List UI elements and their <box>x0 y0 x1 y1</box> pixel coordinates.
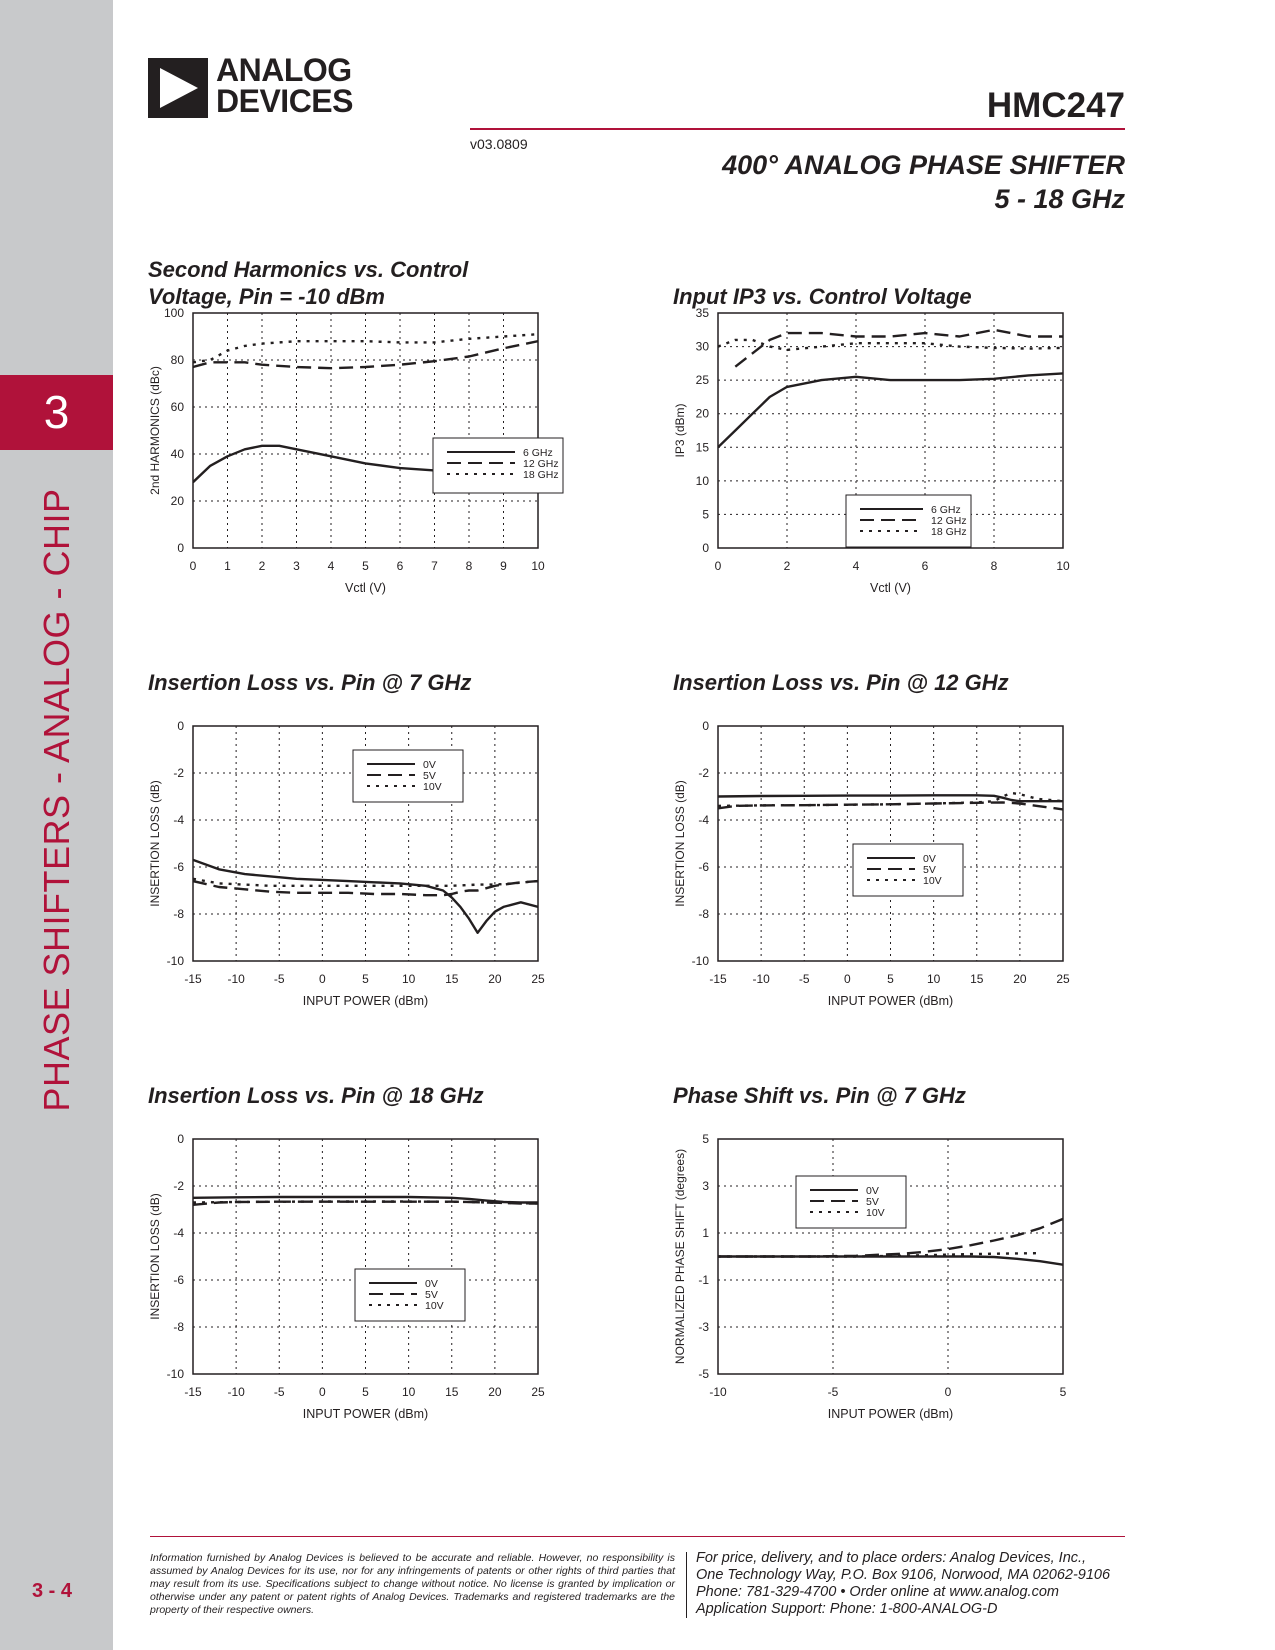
y-tick-label: 25 <box>695 373 709 388</box>
chart-title-line-1: Phase Shift vs. Pin @ 7 GHz <box>673 1083 966 1108</box>
y-tick-label: -2 <box>698 766 709 780</box>
x-tick-label: 4 <box>327 559 335 573</box>
legend-label: 0V <box>425 1278 438 1290</box>
y-tick-label: -2 <box>173 1179 184 1193</box>
x-tick-label: 20 <box>488 1385 502 1399</box>
x-tick-label: 0 <box>714 559 722 573</box>
x-tick-label: 9 <box>500 559 507 573</box>
x-tick-label: 15 <box>445 972 459 986</box>
y-tick-label: -5 <box>698 1367 709 1381</box>
x-axis-label: Vctl (V) <box>870 581 911 595</box>
y-tick-label: -4 <box>173 813 184 827</box>
legend-label: 5V <box>423 770 436 782</box>
footer-divider <box>686 1552 687 1618</box>
y-axis-label: 2nd HARMONICS (dBc) <box>148 366 162 495</box>
chart-legend <box>433 438 563 493</box>
chart-insertion-loss-18ghz <box>148 1082 648 1442</box>
y-tick-label: -6 <box>173 860 184 874</box>
contact-line-4: Application Support: Phone: 1-800-ANALOG-D <box>696 1601 998 1617</box>
y-tick-label: 40 <box>170 447 184 461</box>
x-tick-label: 0 <box>189 559 197 573</box>
y-axis-label: INSERTION LOSS (dB) <box>148 780 162 907</box>
y-tick-label: -6 <box>173 1273 184 1287</box>
page-number: 3 - 4 <box>32 1580 73 1602</box>
series-line-0v <box>718 1257 1063 1265</box>
y-tick-label: -10 <box>166 1367 184 1381</box>
chart-phase-shift-7ghz <box>673 1082 1173 1442</box>
legend-label: 0V <box>866 1185 879 1197</box>
x-tick-label: -5 <box>273 972 285 986</box>
x-tick-label: 0 <box>319 972 326 986</box>
y-axis-label: IP3 (dBm) <box>673 403 687 458</box>
legend-label: 5V <box>866 1196 879 1208</box>
chart-second-harmonics <box>148 256 648 616</box>
y-tick-label: -2 <box>173 766 184 780</box>
footer-rule <box>150 1536 1125 1537</box>
y-tick-label: -8 <box>173 907 184 921</box>
y-tick-label: 3 <box>702 1179 709 1193</box>
chart-svg <box>673 1082 1173 1442</box>
y-tick-label: 0 <box>702 541 709 555</box>
part-number: HMC247 <box>986 86 1125 125</box>
x-tick-label: 25 <box>531 1385 545 1399</box>
y-tick-label: 0 <box>177 541 184 555</box>
header-rule <box>470 128 1125 130</box>
y-tick-label: 35 <box>695 306 709 320</box>
y-tick-label: -1 <box>698 1273 709 1287</box>
x-tick-label: 2 <box>258 559 266 573</box>
x-tick-label: -15 <box>184 972 202 986</box>
legend-label: 0V <box>923 853 936 865</box>
document-title <box>722 148 1125 216</box>
legend-label: 6 GHz <box>931 504 961 516</box>
x-tick-label: -5 <box>827 1385 839 1399</box>
x-tick-label: 5 <box>362 1385 369 1399</box>
x-axis-label: INPUT POWER (dBm) <box>827 1407 954 1421</box>
legend-label: 10V <box>423 781 442 793</box>
chart-legend <box>796 1176 906 1228</box>
y-tick-label: -4 <box>173 1226 184 1240</box>
y-tick-label: 60 <box>170 400 184 414</box>
y-tick-label: 1 <box>702 1226 709 1240</box>
x-axis-label: Vctl (V) <box>345 581 386 595</box>
chart-title-line-1: Insertion Loss vs. Pin @ 12 GHz <box>673 670 1009 695</box>
y-tick-label: 0 <box>702 719 709 733</box>
chart-svg <box>673 669 1173 1029</box>
section-number-badge: 3 <box>0 375 113 450</box>
chart-insertion-loss-12ghz <box>673 669 1173 1029</box>
y-tick-label: -8 <box>173 1320 184 1334</box>
y-tick-label: -6 <box>698 860 709 874</box>
legend-label: 10V <box>923 875 942 887</box>
chart-svg <box>673 256 1173 616</box>
y-axis-label: NORMALIZED PHASE SHIFT (degrees) <box>673 1148 687 1365</box>
brand-line-1: ANALOG <box>216 52 352 88</box>
x-tick-label: 10 <box>926 972 941 986</box>
y-tick-label: -10 <box>166 954 184 968</box>
y-tick-label: 5 <box>702 507 709 522</box>
y-tick-label: 0 <box>177 719 184 733</box>
section-title-vertical <box>0 0 113 1650</box>
x-tick-label: 20 <box>1013 972 1027 986</box>
brand-line-2: DEVICES <box>216 83 353 119</box>
x-tick-label: 15 <box>970 972 984 986</box>
x-tick-label: 5 <box>362 559 369 573</box>
chart-title-line-1: Insertion Loss vs. Pin @ 7 GHz <box>148 670 472 695</box>
y-tick-label: 20 <box>695 406 709 421</box>
x-axis-label: INPUT POWER (dBm) <box>302 1407 429 1421</box>
y-tick-label: 5 <box>702 1132 709 1146</box>
x-tick-label: 8 <box>465 559 473 573</box>
x-axis-label: INPUT POWER (dBm) <box>302 994 429 1008</box>
legend-label: 18 GHz <box>523 469 559 481</box>
x-tick-label: 25 <box>531 972 545 986</box>
x-tick-label: 10 <box>401 1385 416 1399</box>
contact-info <box>696 1550 1126 1618</box>
y-tick-label: 20 <box>170 494 184 508</box>
chart-legend <box>853 844 963 896</box>
y-tick-label: 100 <box>163 306 184 320</box>
x-tick-label: 6 <box>921 559 929 573</box>
x-tick-label: 10 <box>1056 559 1070 573</box>
chart-svg <box>148 669 648 1029</box>
x-tick-label: -10 <box>709 1385 727 1399</box>
contact-line-2: One Technology Way, P.O. Box 9106, Norwood, MA 02062-9106 <box>696 1567 1111 1583</box>
x-tick-label: 0 <box>319 1385 326 1399</box>
x-tick-label: 25 <box>1056 972 1070 986</box>
y-tick-label: -3 <box>698 1320 709 1334</box>
chart-insertion-loss-7ghz <box>148 669 648 1029</box>
legend-label: 5V <box>425 1289 438 1301</box>
x-tick-label: 5 <box>887 972 894 986</box>
y-tick-label: 15 <box>695 440 709 455</box>
x-tick-label: -10 <box>752 972 770 986</box>
chart-title-line-2: Voltage, Pin = -10 dBm <box>148 284 385 309</box>
y-tick-label: -4 <box>698 813 709 827</box>
x-tick-label: 20 <box>488 972 502 986</box>
chart-svg <box>148 256 648 616</box>
chart-input-ip3 <box>673 256 1173 616</box>
y-tick-label: 0 <box>177 1132 184 1146</box>
contact-line-3: Phone: 781-329-4700 • Order online at www.analog.com <box>696 1584 1059 1600</box>
x-tick-label: 5 <box>362 972 369 986</box>
x-tick-label: 0 <box>844 972 851 986</box>
brand-name <box>216 52 353 119</box>
legend-label: 0V <box>423 759 436 771</box>
x-tick-label: -10 <box>227 972 245 986</box>
chart-svg <box>148 1082 648 1442</box>
x-tick-label: 2 <box>783 559 791 573</box>
y-axis-label: INSERTION LOSS (dB) <box>148 1193 162 1320</box>
x-tick-label: 4 <box>852 559 860 573</box>
x-tick-label: 5 <box>1059 1385 1067 1399</box>
y-tick-label: -10 <box>691 954 709 968</box>
legend-label: 12 GHz <box>931 515 967 527</box>
contact-line-1: For price, delivery, and to place orders: Analog Devices, Inc., <box>696 1550 1087 1566</box>
y-tick-label: 80 <box>170 353 184 367</box>
x-tick-label: 0 <box>944 1385 952 1399</box>
x-tick-label: -15 <box>184 1385 202 1399</box>
legend-label: 12 GHz <box>523 458 559 470</box>
chart-legend <box>846 495 971 547</box>
y-tick-label: -8 <box>698 907 709 921</box>
legend-label: 5V <box>923 864 936 876</box>
y-tick-label: 30 <box>695 339 709 354</box>
series-line-6-ghz <box>718 373 1063 447</box>
legend-label: 10V <box>866 1207 885 1219</box>
version-label: v03.0809 <box>470 136 528 152</box>
y-axis-label: INSERTION LOSS (dB) <box>673 780 687 907</box>
legend-label: 18 GHz <box>931 526 967 538</box>
x-tick-label: 8 <box>990 559 998 573</box>
x-tick-label: -15 <box>709 972 727 986</box>
x-tick-label: 15 <box>445 1385 459 1399</box>
chart-title-line-1: Input IP3 vs. Control Voltage <box>673 284 972 309</box>
x-tick-label: 3 <box>293 559 300 573</box>
y-tick-label: 10 <box>695 473 709 488</box>
x-tick-label: -5 <box>798 972 810 986</box>
title-line-2: 5 - 18 GHz <box>994 184 1125 214</box>
x-tick-label: -5 <box>273 1385 285 1399</box>
section-title-text: PHASE SHIFTERS - ANALOG - CHIP <box>36 488 77 1112</box>
legend-label: 6 GHz <box>523 447 553 459</box>
title-line-1: 400° ANALOG PHASE SHIFTER <box>722 150 1125 180</box>
x-tick-label: 6 <box>396 559 404 573</box>
x-axis-label: INPUT POWER (dBm) <box>827 994 954 1008</box>
chart-legend <box>355 1269 465 1321</box>
legal-disclaimer: Information furnished by Analog Devices is believed to be accurate and reliable. However, no responsibility is assumed by Analog Devices for its use, nor for any infringements of patents or other rights of third parties that may result from its use. Specifications subject to change without notice. No license is granted by implication or otherwise under any patent or patent rights of Analog Devices. Trademarks and registered trademarks are the property of their respective owners. <box>150 1552 675 1616</box>
chart-legend <box>353 750 463 802</box>
x-tick-label: 1 <box>224 559 231 573</box>
x-tick-label: 10 <box>401 972 416 986</box>
x-tick-label: -10 <box>227 1385 245 1399</box>
legend-label: 10V <box>425 1300 444 1312</box>
chart-title-line-1: Second Harmonics vs. Control <box>148 257 469 282</box>
chart-title-line-1: Insertion Loss vs. Pin @ 18 GHz <box>148 1083 484 1108</box>
analog-devices-logo-icon <box>148 58 208 118</box>
x-tick-label: 10 <box>531 559 545 573</box>
x-tick-label: 7 <box>431 559 438 573</box>
